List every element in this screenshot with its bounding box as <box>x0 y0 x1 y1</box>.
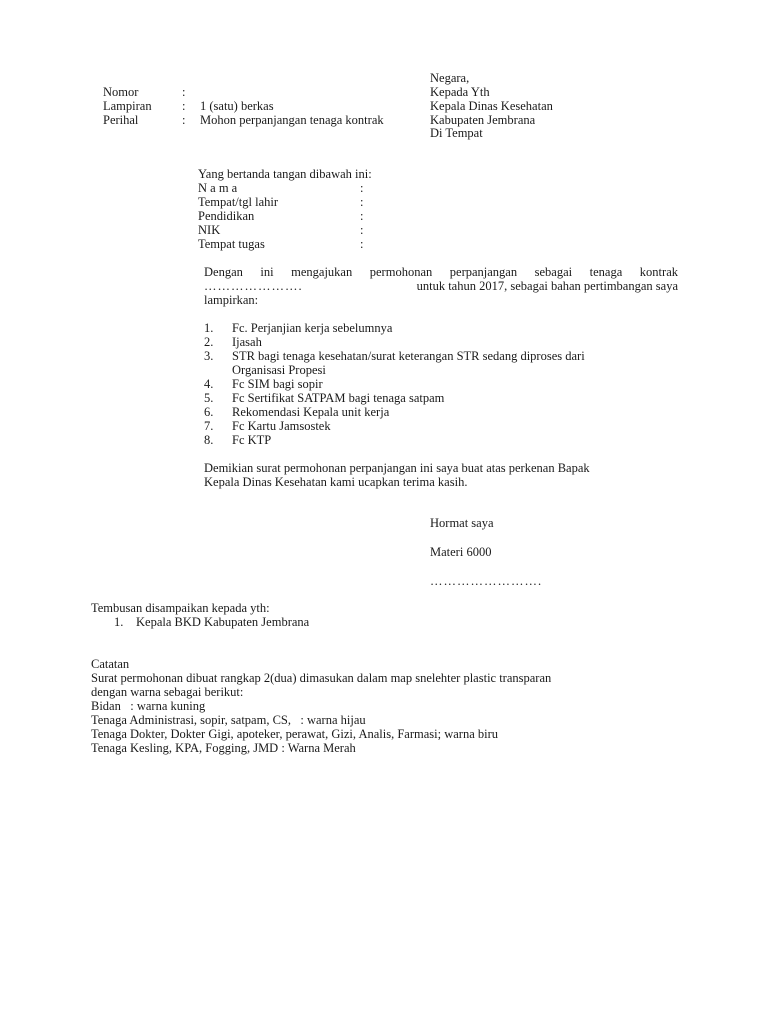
notes-line: Tenaga Dokter, Dokter Gigi, apoteker, perawat, Gizi, Analis, Farmasi; warna biru <box>91 727 499 741</box>
identity-label-nik: NIK <box>198 223 221 237</box>
notes-line: dengan warna sebagai berikut: <box>91 685 244 699</box>
paragraph-line-2 <box>204 279 678 293</box>
perihal-label: Perihal <box>103 113 139 127</box>
list-number: 2. <box>204 335 214 349</box>
list-item: Ijasah <box>232 335 262 349</box>
list-number: 1. <box>204 321 214 335</box>
list-number: 8. <box>204 433 214 447</box>
recipient-line: Di Tempat <box>430 126 483 140</box>
identity-colon: : <box>360 181 364 195</box>
recipient-line: Kepada Yth <box>430 85 490 99</box>
list-number: 5. <box>204 391 214 405</box>
recipient-line: Kabupaten Jembrana <box>430 113 536 127</box>
list-item: Rekomendasi Kepala unit kerja <box>232 405 390 419</box>
identity-label-ttl: Tempat/tgl lahir <box>198 195 279 209</box>
list-number: 1. <box>114 615 124 629</box>
list-number: 3. <box>204 349 214 363</box>
identity-colon: : <box>360 237 364 251</box>
list-number: 6. <box>204 405 214 419</box>
identity-colon: : <box>360 209 364 223</box>
identity-colon: : <box>360 195 364 209</box>
list-item: Fc. Perjanjian kerja sebelumnya <box>232 321 393 335</box>
recipient-line: Kepala Dinas Kesehatan <box>430 99 553 113</box>
nomor-colon: : <box>182 85 186 99</box>
paragraph-line-1: Dengan ini mengajukan permohonan perpanjangan sebagai tenaga kontrak <box>204 265 678 279</box>
identity-colon: : <box>360 223 364 237</box>
list-item: Kepala BKD Kabupaten Jembrana <box>136 615 310 629</box>
lampiran-value: 1 (satu) berkas <box>200 99 274 113</box>
signature-name-line: ……………………. <box>430 574 543 588</box>
list-number: 7. <box>204 419 214 433</box>
list-item: Fc KTP <box>232 433 272 447</box>
paragraph-dots: …………………. <box>204 279 303 293</box>
identity-label-tempat-tugas: Tempat tugas <box>198 237 265 251</box>
notes-line: Tenaga Administrasi, sopir, satpam, CS, : warna hijau <box>91 713 366 727</box>
cc-title: Tembusan disampaikan kepada yth: <box>91 601 270 615</box>
lampiran-label: Lampiran <box>103 99 152 113</box>
notes-title: Catatan <box>91 657 130 671</box>
nomor-label: Nomor <box>103 85 139 99</box>
identity-label-pendidikan: Pendidikan <box>198 209 255 223</box>
list-item: Fc SIM bagi sopir <box>232 377 323 391</box>
recipient-line: Negara, <box>430 71 470 85</box>
identity-intro: Yang bertanda tangan dibawah ini: <box>198 167 372 181</box>
lampiran-colon: : <box>182 99 186 113</box>
notes-line: Surat permohonan dibuat rangkap 2(dua) dimasukan dalam map snelehter plastic transparan <box>91 671 552 685</box>
closing-line-2: Kepala Dinas Kesehatan kami ucapkan terima kasih. <box>204 475 468 489</box>
signature-stamp: Materi 6000 <box>430 545 492 559</box>
list-item: Fc Sertifikat SATPAM bagi tenaga satpam <box>232 391 445 405</box>
identity-label-nama: N a m a <box>198 181 238 195</box>
list-item: STR bagi tenaga kesehatan/surat keterangan STR sedang diproses dari <box>232 349 585 363</box>
paragraph-line-3: lampirkan: <box>204 293 259 307</box>
closing-line-1: Demikian surat permohonan perpanjangan ini saya buat atas perkenan Bapak <box>204 461 590 475</box>
perihal-value: Mohon perpanjangan tenaga kontrak <box>200 113 384 127</box>
signature-greeting: Hormat saya <box>430 516 494 530</box>
perihal-colon: : <box>182 113 186 127</box>
notes-line: Bidan : warna kuning <box>91 699 206 713</box>
notes-line: Tenaga Kesling, KPA, Fogging, JMD : Warna Merah <box>91 741 356 755</box>
list-item: Fc Kartu Jamsostek <box>232 419 331 433</box>
list-item-continuation: Organisasi Propesi <box>232 363 326 377</box>
list-number: 4. <box>204 377 214 391</box>
paragraph-line-2-text: untuk tahun 2017, sebagai bahan pertimbangan saya <box>416 279 678 293</box>
